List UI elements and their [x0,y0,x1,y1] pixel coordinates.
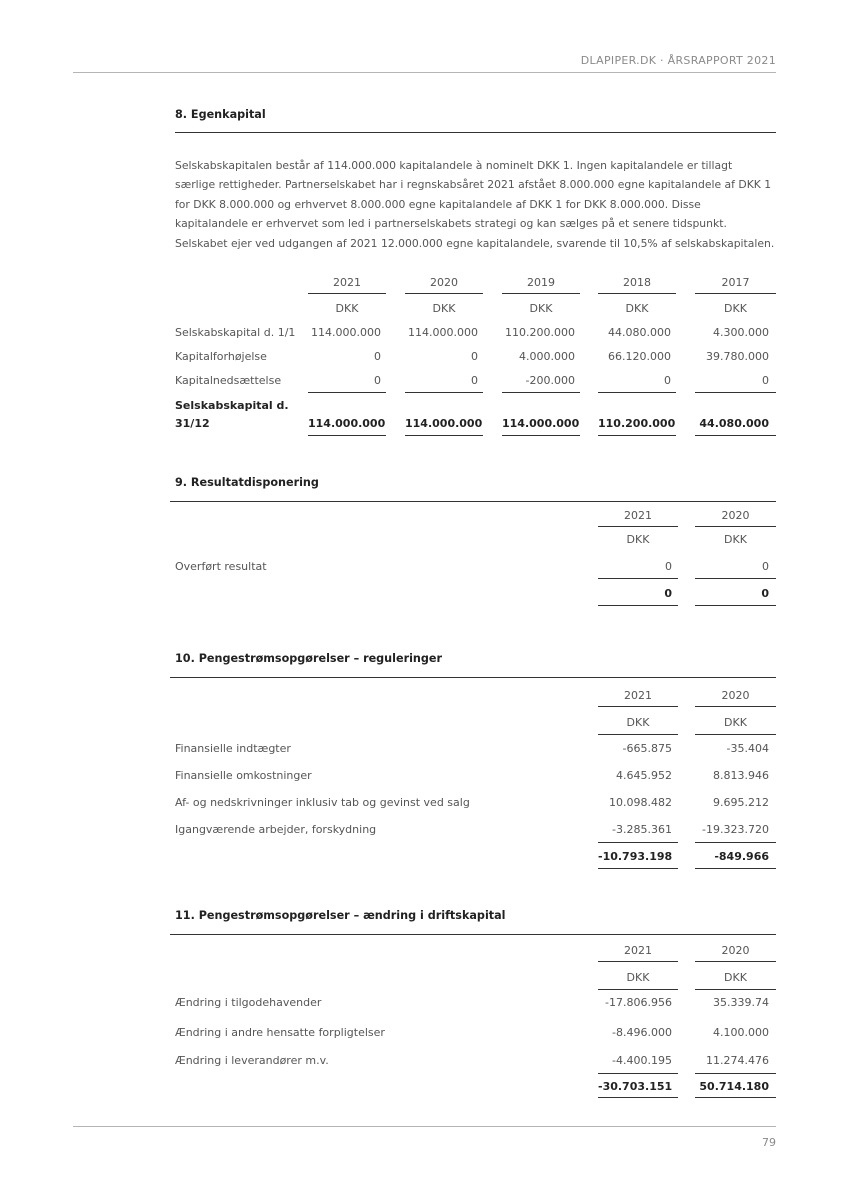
total-cell: 114.000.000 [502,417,580,430]
row-label: Kapitalnedsættelse [175,374,282,387]
table-cell: 8.813.946 [713,769,769,782]
section-10-title: 10. Pengestrømsopgørelser – reguleringer [175,652,442,665]
table-cell: 4.100.000 [713,1026,769,1039]
sum-line [695,392,776,393]
total-underline [598,1097,678,1098]
unit-underline [695,734,776,735]
row-label: Selskabskapital d. 1/1 [175,326,296,339]
total-cell: -849.966 [714,850,769,863]
section-9-rule [170,501,776,502]
row-label: Ændring i tilgodehavender [175,996,322,1009]
unit-header: DKK [626,716,650,729]
sum-line [405,392,483,393]
section-8-paragraph: Selskabskapitalen består af 114.000.000 kapitalandele à nominelt DKK 1. Ingen kapitalandele er tillagt særlige rettigheder. Partnerselskabet har i regnskabsåret 2021 afstået 8.000.000 egne kapitalandele af DKK 1 for DKK 8.000.000 og erhvervet 8.000.000 egne kapitalandele af DKK 1 for DKK 8.000.000. Disse kapitalandele er erhvervet som led i partnerselskabets strategi og kan sælges på et senere tidspunkt. Selskabet ejer ved udgangen af 2021 12.000.000 egne kapitalandele, svarende til 10,5% af selskabskapitalen. [175,159,775,250]
total-cell: -10.793.198 [598,850,673,863]
total-underline [502,435,580,436]
total-underline [695,605,776,606]
table-cell: 4.645.952 [616,769,672,782]
table-cell: 0 [471,350,478,363]
total-underline [598,435,676,436]
total-cell: 114.000.000 [308,417,386,430]
table-cell: 0 [664,374,671,387]
sum-line [308,392,386,393]
sum-line [695,1073,776,1074]
header-divider [73,72,776,73]
row-label: Overført resultat [175,560,267,573]
year-header: 2020 [405,276,483,294]
year-header: 2020 [695,509,776,527]
table-cell: 9.695.212 [713,796,769,809]
unit-header: DKK [724,971,747,984]
footer-divider [73,1126,776,1127]
total-cell: 110.200.000 [598,417,676,430]
total-label: 31/12 [175,417,210,430]
row-label: Finansielle indtægter [175,742,291,755]
sum-line [598,1073,678,1074]
unit-underline [695,989,776,990]
table-cell: 0 [374,374,381,387]
year-header: 2021 [598,689,678,707]
total-cell: 114.000.000 [405,417,483,430]
unit-header: DKK [335,302,359,315]
total-underline [598,868,678,869]
table-cell: -19.323.720 [702,823,769,836]
table-cell: -665.875 [622,742,672,755]
table-cell: 11.274.476 [706,1054,769,1067]
year-header: 2020 [695,944,776,962]
table-cell: 44.080.000 [608,326,671,339]
unit-header: DKK [529,302,553,315]
total-underline [308,435,386,436]
row-label: Af- og nedskrivninger inklusiv tab og gevinst ved salg [175,796,470,809]
year-header: 2017 [695,276,776,294]
unit-header: DKK [724,716,747,729]
table-cell: 10.098.482 [609,796,672,809]
section-8-rule [175,132,776,133]
table-cell: -4.400.195 [612,1054,672,1067]
table-cell: 114.000.000 [408,326,478,339]
table-cell: 39.780.000 [706,350,769,363]
unit-header: DKK [626,533,650,546]
total-underline [695,435,776,436]
section-11-title: 11. Pengestrømsopgørelser – ændring i driftskapital [175,909,506,922]
row-label: Ændring i leverandører m.v. [175,1054,329,1067]
table-cell: -17.806.956 [605,996,672,1009]
year-header: 2018 [598,276,676,294]
unit-header: DKK [724,533,747,546]
table-cell: -200.000 [525,374,575,387]
row-label: Finansielle omkostninger [175,769,312,782]
year-header: 2021 [598,509,678,527]
sum-line [598,842,678,843]
section-11-rule [170,934,776,935]
table-cell: 0 [471,374,478,387]
table-cell: -3.285.361 [612,823,672,836]
report-header: DLAPIPER.DK · ÅRSRAPPORT 2021 [580,54,776,67]
total-cell: 50.714.180 [699,1080,769,1093]
sum-line [695,578,776,579]
total-underline [695,1097,776,1098]
table-cell: 35.339.74 [713,996,769,1009]
unit-header: DKK [625,302,649,315]
row-label: Ændring i andre hensatte forpligtelser [175,1026,385,1039]
row-label: Kapitalforhøjelse [175,350,267,363]
row-label: Igangværende arbejder, forskydning [175,823,377,836]
unit-header: DKK [724,302,747,315]
table-cell: -35.404 [726,742,769,755]
total-label: Selskabskapital d. [175,399,289,412]
table-cell: 0 [374,350,381,363]
sum-line [502,392,580,393]
section-8-title: 8. Egenkapital [175,108,266,121]
table-cell: 4.000.000 [519,350,575,363]
year-header: 2021 [598,944,678,962]
unit-header: DKK [626,971,650,984]
sum-line [695,842,776,843]
total-underline [598,605,678,606]
total-underline [695,868,776,869]
table-cell: 0 [762,560,769,573]
total-cell: -30.703.151 [598,1080,673,1093]
section-10-rule [170,677,776,678]
total-cell: 44.080.000 [699,417,769,430]
table-cell: 4.300.000 [713,326,769,339]
year-header: 2019 [502,276,580,294]
table-cell: 0 [762,374,769,387]
unit-underline [598,989,678,990]
total-underline [405,435,483,436]
total-cell: 0 [664,587,672,600]
sum-line [598,392,676,393]
sum-line [598,578,678,579]
year-header: 2020 [695,689,776,707]
unit-underline [598,734,678,735]
table-cell: -8.496.000 [612,1026,672,1039]
table-cell: 66.120.000 [608,350,671,363]
table-cell: 110.200.000 [505,326,575,339]
table-cell: 114.000.000 [311,326,381,339]
page-number: 79 [762,1136,776,1149]
section-9-title: 9. Resultatdisponering [175,476,319,489]
total-cell: 0 [761,587,769,600]
table-cell: 0 [665,560,672,573]
unit-header: DKK [432,302,456,315]
year-header: 2021 [308,276,386,294]
